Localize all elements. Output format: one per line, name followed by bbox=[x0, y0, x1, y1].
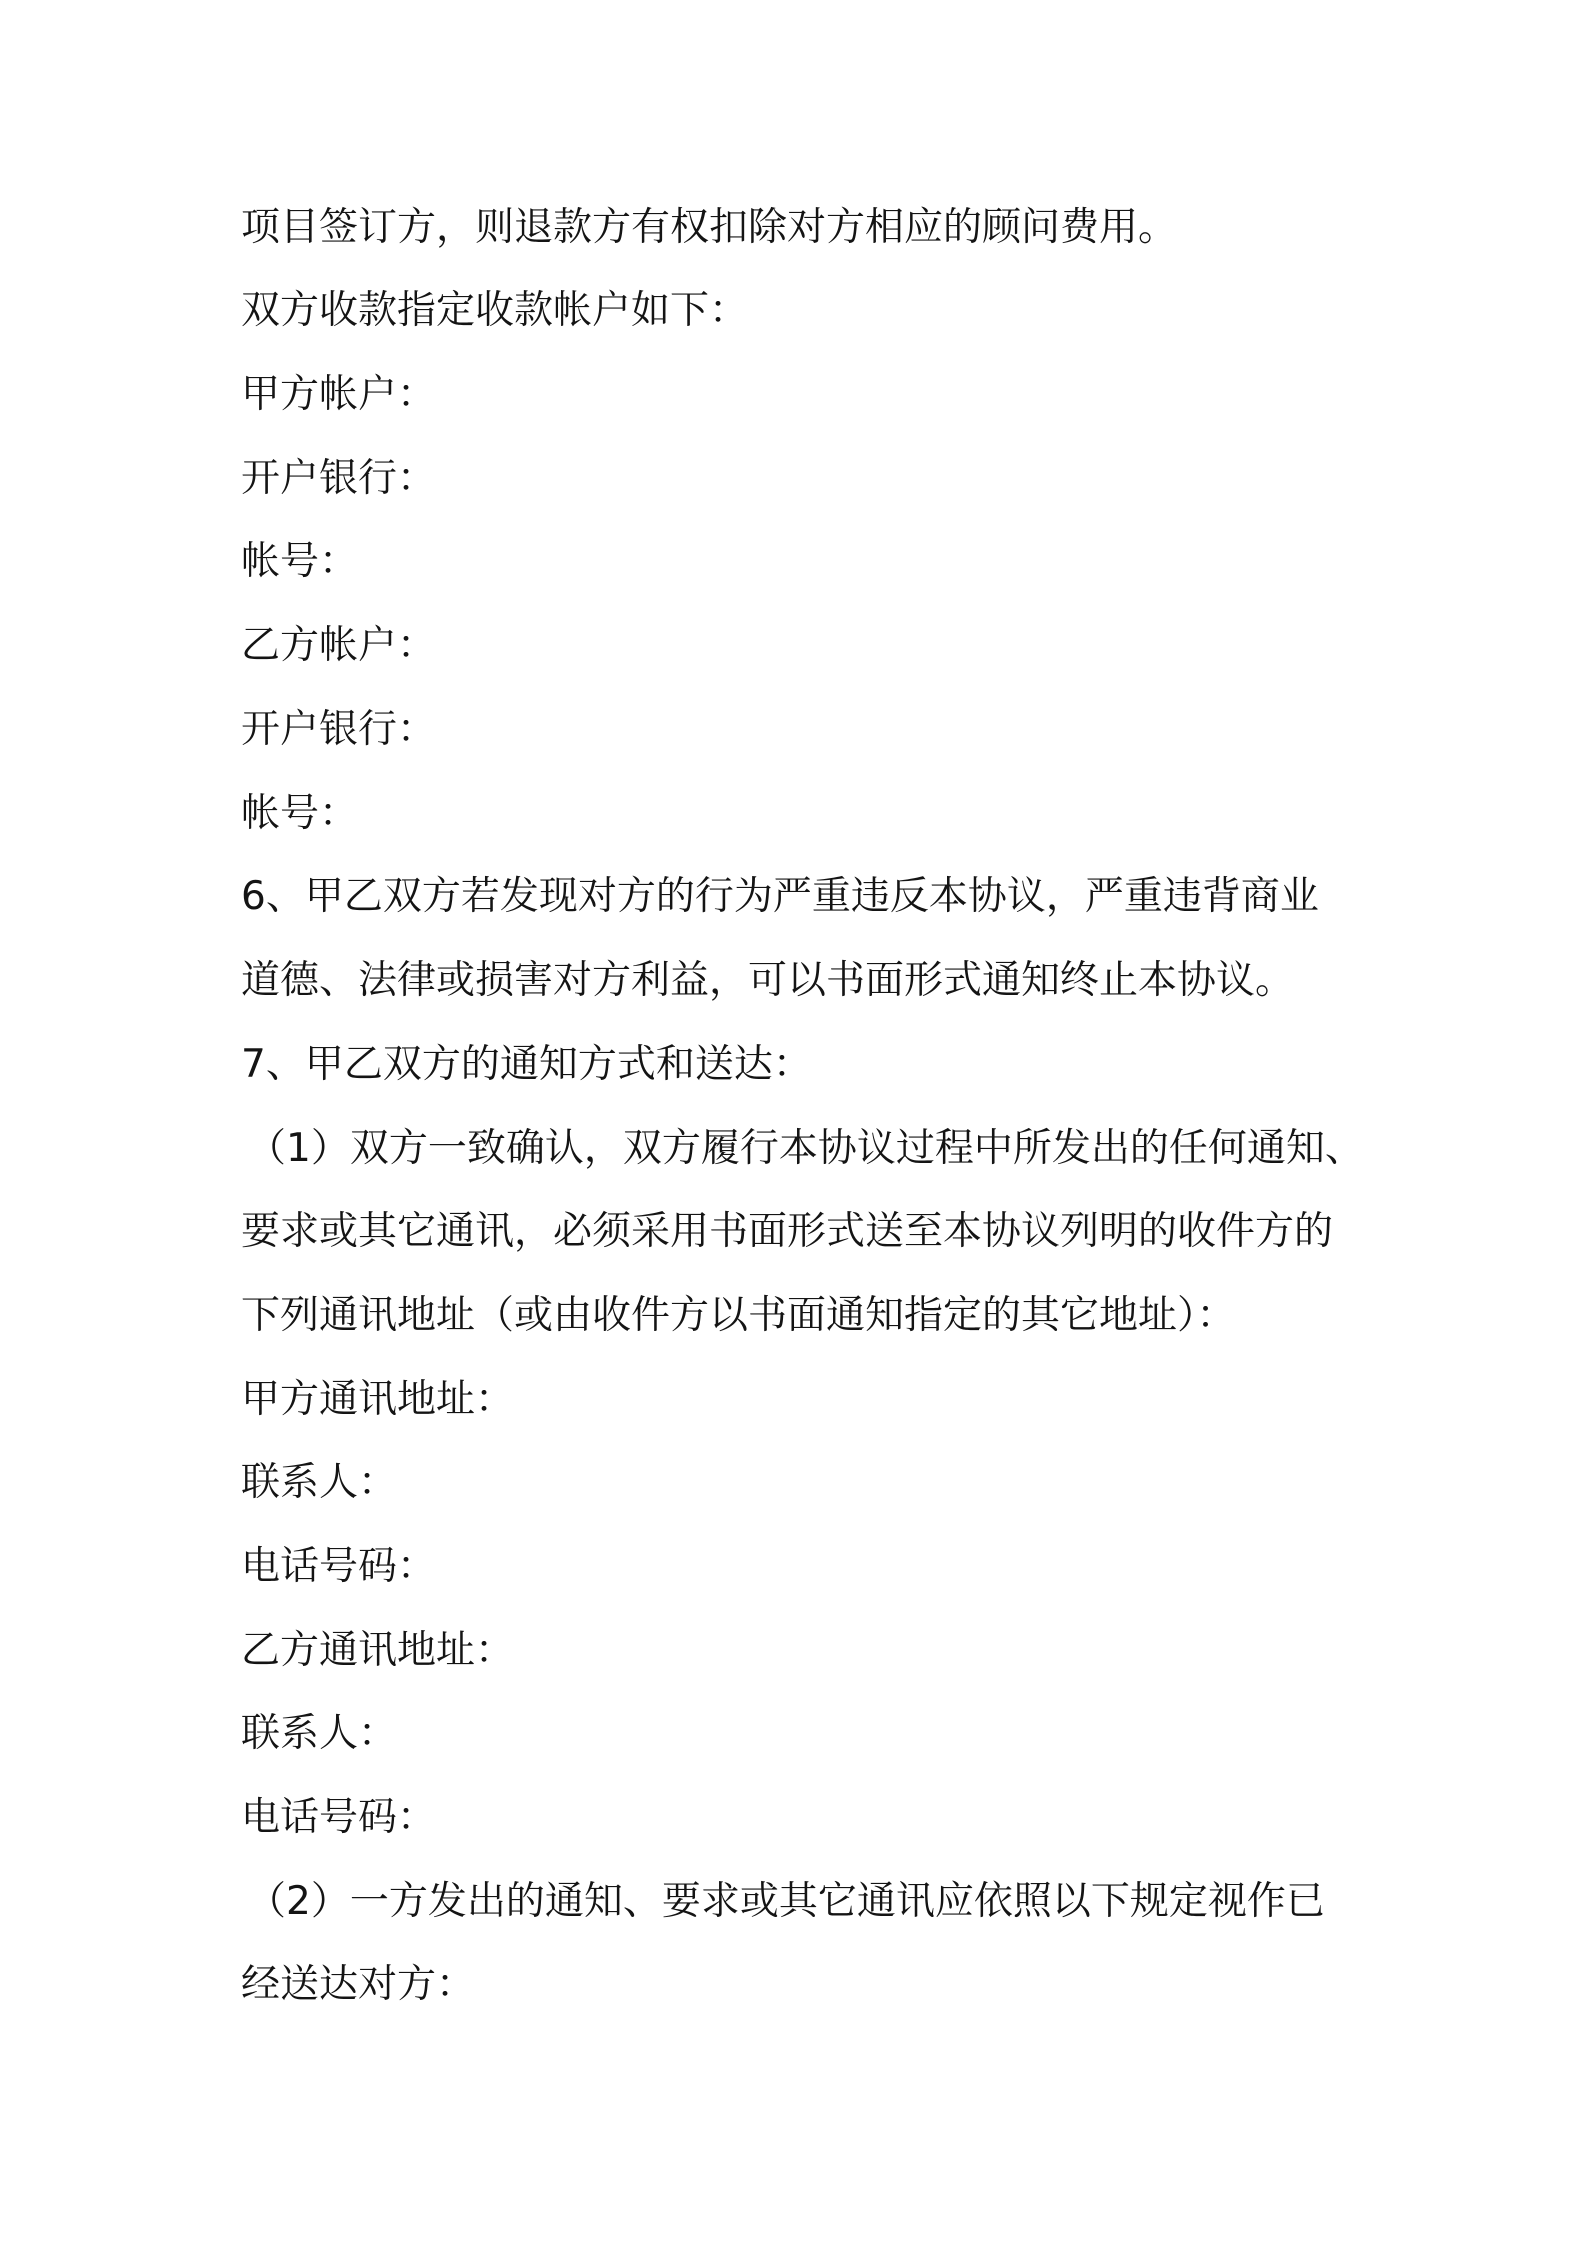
field-label-party-b-phone: 电话号码： bbox=[241, 1795, 437, 1840]
clause-7-2-line-2: 经送达对方： bbox=[241, 1962, 476, 2007]
clause-7-1-line-1: （1）双方一致确认，双方履行本协议过程中所发出的任何通知、 bbox=[247, 1126, 1364, 1171]
field-label-party-a-contact: 联系人： bbox=[241, 1460, 398, 1505]
clause-7-1-line-2: 要求或其它通讯，必须采用书面形式送至本协议列明的收件方的 bbox=[241, 1209, 1334, 1254]
clause-7-2-line-1: （2）一方发出的通知、要求或其它通讯应依照以下规定视作已 bbox=[247, 1879, 1325, 1924]
clause-7-1-line-3: 下列通讯地址（或由收件方以书面通知指定的其它地址）： bbox=[241, 1293, 1236, 1338]
field-label-party-a-account-number: 帐号： bbox=[241, 539, 359, 584]
field-label-party-b-account-number: 帐号： bbox=[241, 791, 359, 836]
clause-6-line-2: 道德、法律或损害对方利益，可以书面形式通知终止本协议。 bbox=[241, 958, 1295, 1003]
clause-7-heading: 7、甲乙双方的通知方式和送达： bbox=[241, 1042, 812, 1087]
field-label-party-b-address: 乙方通讯地址： bbox=[241, 1628, 515, 1673]
field-label-party-b-account: 乙方帐户： bbox=[241, 623, 437, 668]
field-label-party-a-bank: 开户银行： bbox=[241, 456, 437, 501]
clause-6-line-1: 6、甲乙双方若发现对方的行为严重违反本协议，严重违背商业 bbox=[241, 874, 1319, 919]
paragraph-line: 项目签订方，则退款方有权扣除对方相应的顾问费用。 bbox=[241, 205, 1178, 250]
field-label-party-a-address: 甲方通讯地址： bbox=[241, 1377, 515, 1422]
field-label-party-b-contact: 联系人： bbox=[241, 1711, 398, 1756]
field-label-party-b-bank: 开户银行： bbox=[241, 707, 437, 752]
field-label-party-a-phone: 电话号码： bbox=[241, 1544, 437, 1589]
field-label-party-a-account: 甲方帐户： bbox=[241, 372, 437, 417]
paragraph-line: 双方收款指定收款帐户如下： bbox=[241, 288, 749, 333]
